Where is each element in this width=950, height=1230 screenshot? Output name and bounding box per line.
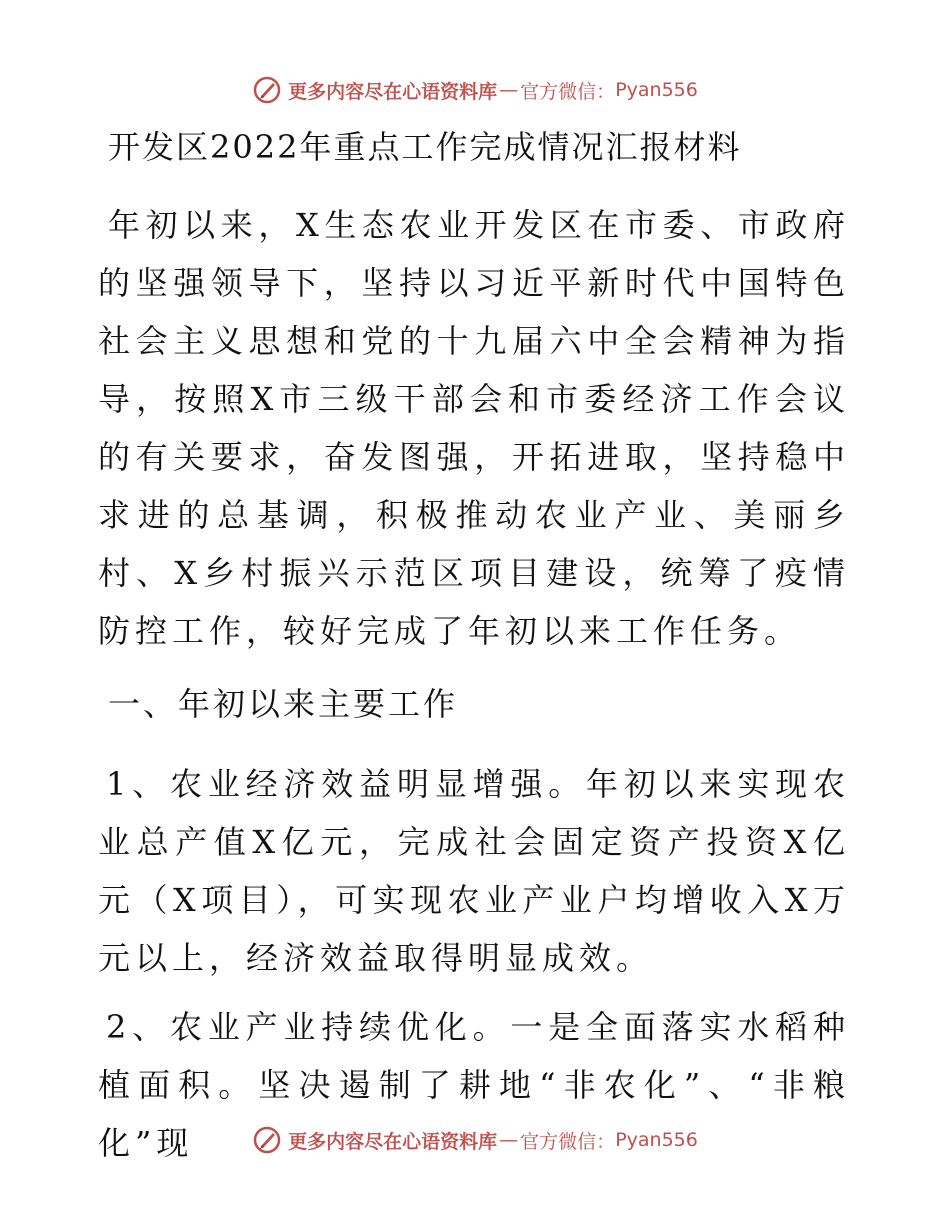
document-title: 开发区2022年重点工作完成情况汇报材料 [108,128,742,166]
watermark-account-id: Pyan556 [615,1129,698,1151]
watermark-dash: — [499,79,519,101]
section-heading: 一、年初以来主要工作 [108,685,459,723]
header-watermark [0,70,950,110]
list-item-1: 1、农业经济效益明显增强。年初以来实现农业总产值X亿元，完成社会固定资产投资X亿元（X项目），可实现农业产业户均增收入X万元以上，经济效益取得明显成效。 [98,765,850,977]
watermark-brand: 更多内容尽在心语资料库 [288,80,498,103]
quill-pen-icon [252,1125,282,1155]
intro-paragraph: 年初以来，X生态农业开发区在市委、市政府的坚强领导下，坚持以习近平新时代中国特色社会主义思想和党的十九届六中全会精神为指导，按照X市三级干部会和市委经济工作会议的有关要求，奋发图强，开拓进取，坚持稳中求进的总基调，积极推动农业产业、美丽乡村、X乡村振兴示范区项目建设，统筹了疫情防控工作，较好完成了年初以来工作任务。 [98,206,850,650]
watermark-account-id: Pyan556 [615,79,698,101]
watermark-brand: 更多内容尽在心语资料库 [288,1130,498,1153]
watermark-account-label: 官方微信： [520,1130,616,1153]
watermark-dash: — [499,1129,519,1151]
quill-pen-icon [252,75,282,105]
footer-watermark [0,1120,950,1160]
watermark-account-label: 官方微信： [520,80,616,103]
list-item-2: 2、农业产业持续优化。一是全面落实水稻种植面积。坚决遏制了耕地“非农化”、“非粮化”现 [98,1008,850,1162]
